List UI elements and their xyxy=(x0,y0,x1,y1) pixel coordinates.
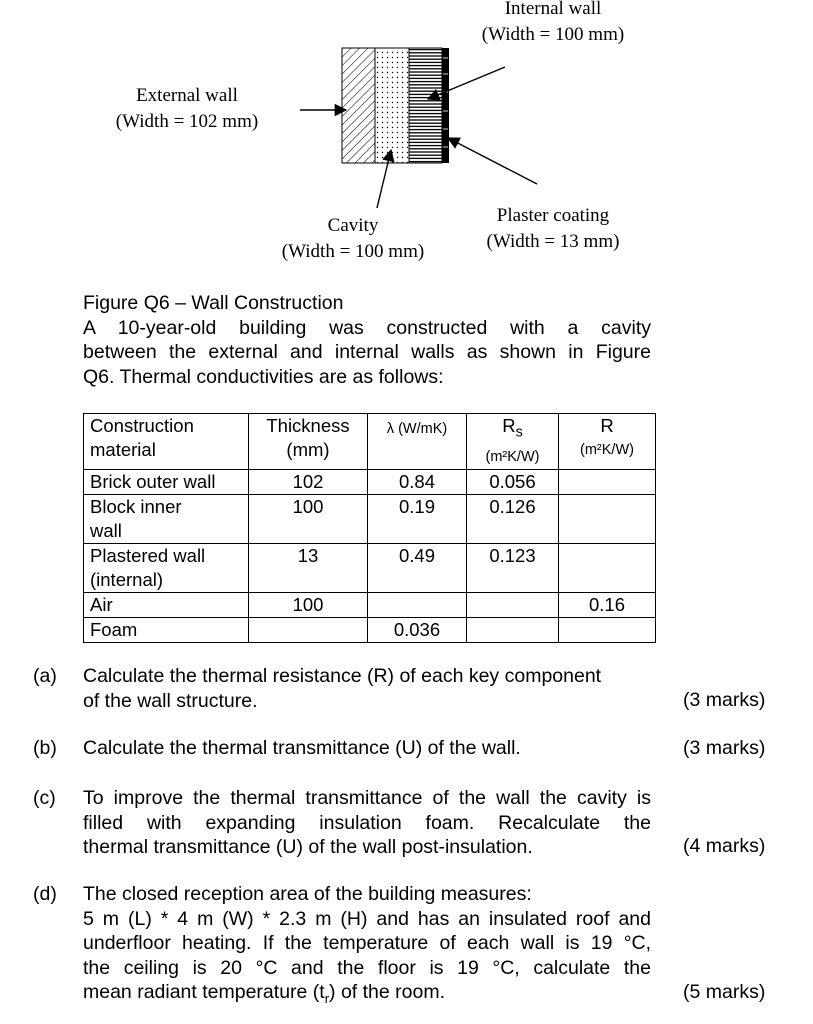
header-r-unit: (m²K/W) xyxy=(580,442,634,458)
row-brick-material: Brick outer wall xyxy=(84,469,249,494)
plaster-coating-label xyxy=(458,203,648,255)
intro-line-2: between the external and internal walls as shown in Figure xyxy=(83,341,651,363)
table-row xyxy=(84,592,656,617)
question-d-line4: the ceiling is 20 °C and the floor is 19 °C, calculate the xyxy=(83,956,651,979)
row-foam-material: Foam xyxy=(84,617,249,642)
question-d-line1: The closed reception area of the building measures: xyxy=(83,883,532,905)
row-foam-r xyxy=(559,617,656,642)
question-a-text xyxy=(83,664,651,713)
row-plaster-material xyxy=(84,543,249,592)
cavity-layer xyxy=(375,48,409,163)
external-wall-layer xyxy=(342,48,375,163)
header-r-symbol: R xyxy=(600,415,614,436)
question-d-line5-sub: r xyxy=(324,990,330,1006)
table-row xyxy=(84,543,656,592)
header-thickness xyxy=(249,414,368,470)
internal-wall-width: (Width = 100 mm) xyxy=(481,24,625,45)
header-material-line2: material xyxy=(90,439,156,460)
row-block-material xyxy=(84,494,249,543)
question-d-line2: 5 m (L) * 4 m (W) * 2.3 m (H) and has an insulated roof and xyxy=(83,907,651,930)
internal-wall-label xyxy=(458,0,648,48)
question-a-line2: of the wall structure. xyxy=(83,689,258,712)
row-block-r xyxy=(559,494,656,543)
row-brick-thickness: 102 xyxy=(249,469,368,494)
row-plaster-rs: 0.123 xyxy=(467,543,559,592)
intro-text xyxy=(83,291,651,389)
question-d-marks: (5 marks) xyxy=(683,981,766,1003)
row-foam-thickness xyxy=(249,617,368,642)
row-air-material: Air xyxy=(84,592,249,617)
row-block-material-line1: Block inner xyxy=(90,495,182,517)
header-rs xyxy=(467,414,559,470)
thermal-properties-table xyxy=(83,413,656,643)
row-air-r: 0.16 xyxy=(559,592,656,617)
question-b-label: (b) xyxy=(33,737,57,759)
question-c-text xyxy=(83,786,651,860)
question-d-line5-pre: mean radiant temperature (t xyxy=(83,981,325,1003)
cavity-name: Cavity xyxy=(327,215,379,236)
intro-line-1: A 10-year-old building was constructed with a cavity xyxy=(83,316,651,339)
header-rs-unit: (m²K/W) xyxy=(485,448,540,465)
question-d-label: (d) xyxy=(33,883,57,905)
row-plaster-material-line2: (internal) xyxy=(90,568,163,590)
cavity-width: (Width = 100 mm) xyxy=(281,241,425,262)
internal-wall-name: Internal wall xyxy=(504,0,602,19)
row-air-lambda xyxy=(368,592,467,617)
row-air-thickness: 100 xyxy=(249,592,368,617)
question-c-label: (c) xyxy=(33,787,56,809)
question-d-text xyxy=(83,882,651,1011)
table-row xyxy=(84,617,656,642)
table-row xyxy=(84,494,656,543)
question-d-line5-post: ) of the room. xyxy=(329,981,446,1003)
plaster-coating-layer xyxy=(442,48,449,163)
external-wall-name: External wall xyxy=(136,85,238,106)
figure-caption: Figure Q6 – Wall Construction xyxy=(83,292,344,314)
header-material xyxy=(84,414,249,470)
header-thickness-line2: (mm) xyxy=(286,439,330,460)
question-c-line1: To improve the thermal transmittance of the wall the cavity is xyxy=(83,787,651,809)
question-b-marks: (3 marks) xyxy=(683,737,766,759)
question-a-label: (a) xyxy=(33,665,57,687)
row-brick-r xyxy=(559,469,656,494)
header-rs-symbol xyxy=(473,414,552,445)
row-block-material-line2: wall xyxy=(90,519,122,541)
row-plaster-material-line1: Plastered wall xyxy=(90,544,206,566)
row-plaster-lambda: 0.49 xyxy=(368,543,467,592)
question-d-line3: underfloor heating. If the temperature of each wall is 19 °C, xyxy=(83,932,651,954)
intro-line-3: Q6. Thermal conductivities are as follows: xyxy=(83,365,444,388)
row-block-lambda: 0.19 xyxy=(368,494,467,543)
question-d-line5 xyxy=(83,980,651,1011)
row-air-rs xyxy=(467,592,559,617)
external-wall-label xyxy=(92,83,282,135)
plaster-coating-arrow xyxy=(448,138,537,184)
header-rs-letter: R xyxy=(502,415,516,436)
plaster-coating-name: Plaster coating xyxy=(496,205,610,226)
header-lambda: λ (W/mK) xyxy=(368,414,467,470)
plaster-coating-width: (Width = 13 mm) xyxy=(486,231,620,252)
row-block-rs: 0.126 xyxy=(467,494,559,543)
header-rs-sub: s xyxy=(515,424,523,441)
header-r xyxy=(559,414,656,470)
question-a-marks: (3 marks) xyxy=(683,689,766,711)
question-b-line1: Calculate the thermal transmittance (U) of the wall. xyxy=(83,737,521,759)
row-block-thickness: 100 xyxy=(249,494,368,543)
header-thickness-line1: Thickness xyxy=(266,415,350,436)
question-a-line1: Calculate the thermal resistance (R) of each key component xyxy=(83,665,602,687)
table-row xyxy=(84,469,656,494)
question-c-line2: filled with expanding insulation foam. Recalculate the xyxy=(83,811,651,834)
cavity-label xyxy=(258,213,448,265)
row-brick-rs: 0.056 xyxy=(467,469,559,494)
external-wall-width: (Width = 102 mm) xyxy=(115,111,259,132)
row-plaster-thickness: 13 xyxy=(249,543,368,592)
row-brick-lambda: 0.84 xyxy=(368,469,467,494)
row-plaster-r xyxy=(559,543,656,592)
table-header-row xyxy=(84,414,656,470)
question-b-text xyxy=(83,736,651,761)
header-material-line1: Construction xyxy=(90,415,194,436)
row-foam-rs xyxy=(467,617,559,642)
question-c-marks: (4 marks) xyxy=(683,835,766,857)
row-foam-lambda: 0.036 xyxy=(368,617,467,642)
question-c-line3: thermal transmittance (U) of the wall post-insulation. xyxy=(83,836,533,858)
internal-wall-layer xyxy=(409,48,442,163)
